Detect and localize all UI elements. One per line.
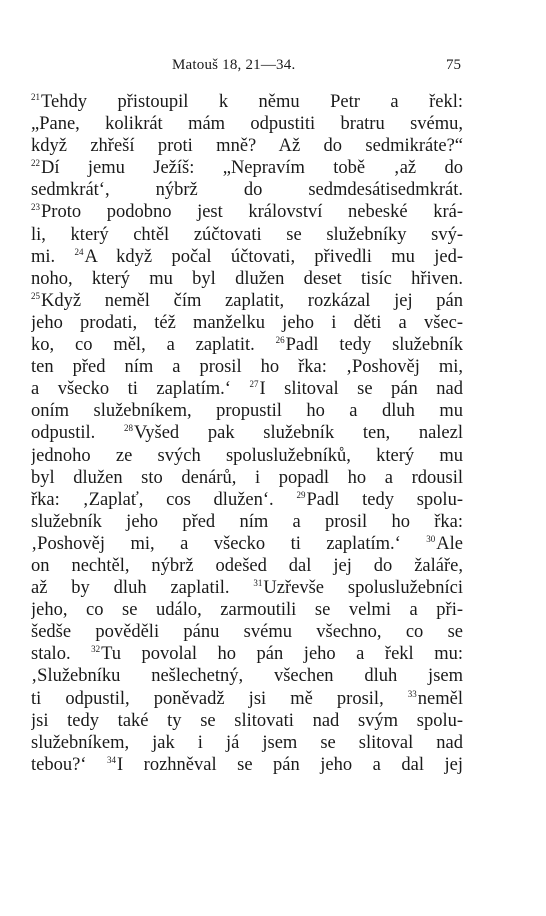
text-segment: ti odpustil, poněvadž jsi mě prosil, [31,688,408,709]
text-segment: Proto podobno jest království nebeské krá- [41,202,463,223]
text-line [31,157,463,179]
verse-number: 32 [91,644,101,655]
text-segment: Vyšed pak služebník ten, nalezl [133,423,463,444]
text-segment: li, který chtěl zúčtovati se služebníky svý- [31,224,463,245]
text-segment: šedše pověděli pánu svému všechno, co se [31,622,463,643]
text-line [31,577,463,599]
text-segment: jeho, co se událo, zarmoutili se velmi a při- [31,600,463,621]
text-segment: jsi tedy také ty se slitovati nad svým spolu- [31,710,463,731]
verse-number: 29 [296,489,306,500]
verse-number: 34 [107,754,116,765]
text-line [31,113,463,135]
text-segment: ‚Služebníku nešlechetný, všechen dluh jsem [31,666,463,687]
text-segment: Když neměl čím zaplatit, rozkázal jej pán [41,290,463,311]
verse-number: 31 [253,578,263,589]
text-segment: Padl tedy služebník [285,335,463,356]
text-line [31,688,463,710]
text-segment: Dí jemu Ježíš: „Nepravím tobě ‚až do [41,158,463,179]
verse-number: 23 [31,202,40,213]
text-line [31,555,463,577]
verse-number: 28 [123,423,133,434]
text-line [31,268,463,290]
verse-number: 24 [74,246,84,257]
text-segment: ‚Poshověj mi, a všecko ti zaplatím.‘ [31,533,427,554]
text-segment: tebou?‘ [31,754,107,775]
text-line [31,201,463,223]
text-segment: jednoho ze svých spoluslužebníků, který mu [31,445,463,466]
text-segment: až by dluh zaplatil. [31,578,254,599]
text-line [31,91,463,113]
text-line [31,643,463,665]
text-segment: jeho prodati, též manželku jeho i děti a všec- [31,312,463,333]
text-line [31,334,463,356]
text-line [31,445,463,467]
text-segment: I rozhněval se pán jeho a dal jej [117,754,463,775]
text-segment: Ale [436,533,463,554]
verse-number: 27 [249,379,259,390]
text-line [31,533,463,555]
verse-number: 25 [31,290,40,301]
text-line [31,400,463,422]
text-line [31,599,463,621]
text-segment: mi. [31,246,75,267]
text-line [31,754,463,776]
verse-number: 22 [31,158,40,169]
verse-number: 21 [31,92,40,102]
text-line [31,422,463,444]
text-line [31,356,463,378]
text-line [31,489,463,511]
text-line [31,732,463,754]
text-segment: Tehdy přistoupil k němu Petr a řekl: [41,92,463,112]
text-line [31,312,463,334]
text-line [31,665,463,687]
text-segment: neměl [417,688,463,709]
text-line [31,246,463,268]
text-segment: noho, který mu byl dlužen deset tisíc hřiven. [31,268,463,289]
text-segment: A když počal účtovati, přivedli mu jed- [84,246,463,267]
page-header [0,57,546,79]
text-segment: Padl tedy spolu- [306,489,463,510]
text-segment: oním služebníkem, propustil ho a dluh mu [31,401,463,422]
text-segment: stalo. [31,644,92,665]
text-segment: ko, co měl, a zaplatit. [31,335,276,356]
text-segment: I slitoval se pán nad [259,379,463,400]
text-segment: a všecko ti zaplatím.‘ [31,379,250,400]
text-segment: „Pane, kolikrát mám odpustiti bratru svému, [31,114,463,135]
text-line [31,179,463,201]
text-line [31,710,463,732]
verse-number: 33 [407,688,417,699]
text-segment: služebník jeho před ním a prosil ho řka: [31,511,463,532]
text-segment: on nechtěl, nýbrž odešed dal jej do žaláře, [31,555,463,576]
text-line [31,621,463,643]
scripture-text [31,91,463,776]
text-segment: sedmkrát‘, nýbrž do sedmdesátisedmkrát. [31,180,463,201]
text-segment: když zhřeší proti mně? Až do sedmikráte?“ [31,136,463,157]
text-segment: byl dlužen sto denárů, i popadl ho a rdousil [31,467,463,488]
running-head: Matouš 18, 21—34. [172,57,296,73]
text-segment: odpustil. [31,423,124,444]
text-line [31,378,463,400]
text-segment: Uzřevše spoluslužebníci [263,578,463,599]
text-line [31,224,463,246]
text-line [31,511,463,533]
text-line [31,135,463,157]
text-line [31,290,463,312]
verse-number: 26 [275,335,285,346]
verse-number: 30 [426,533,436,544]
text-segment: ten před ním a prosil ho řka: ‚Poshověj mi, [31,357,463,378]
text-segment: Tu povolal ho pán jeho a řekl mu: [101,644,463,665]
page-number: 75 [446,57,461,73]
text-line [31,467,463,489]
text-segment: služebníkem, jak i já jsem se slitoval nad [31,732,463,753]
text-segment: řka: ‚Zaplať, cos dlužen‘. [31,489,297,510]
